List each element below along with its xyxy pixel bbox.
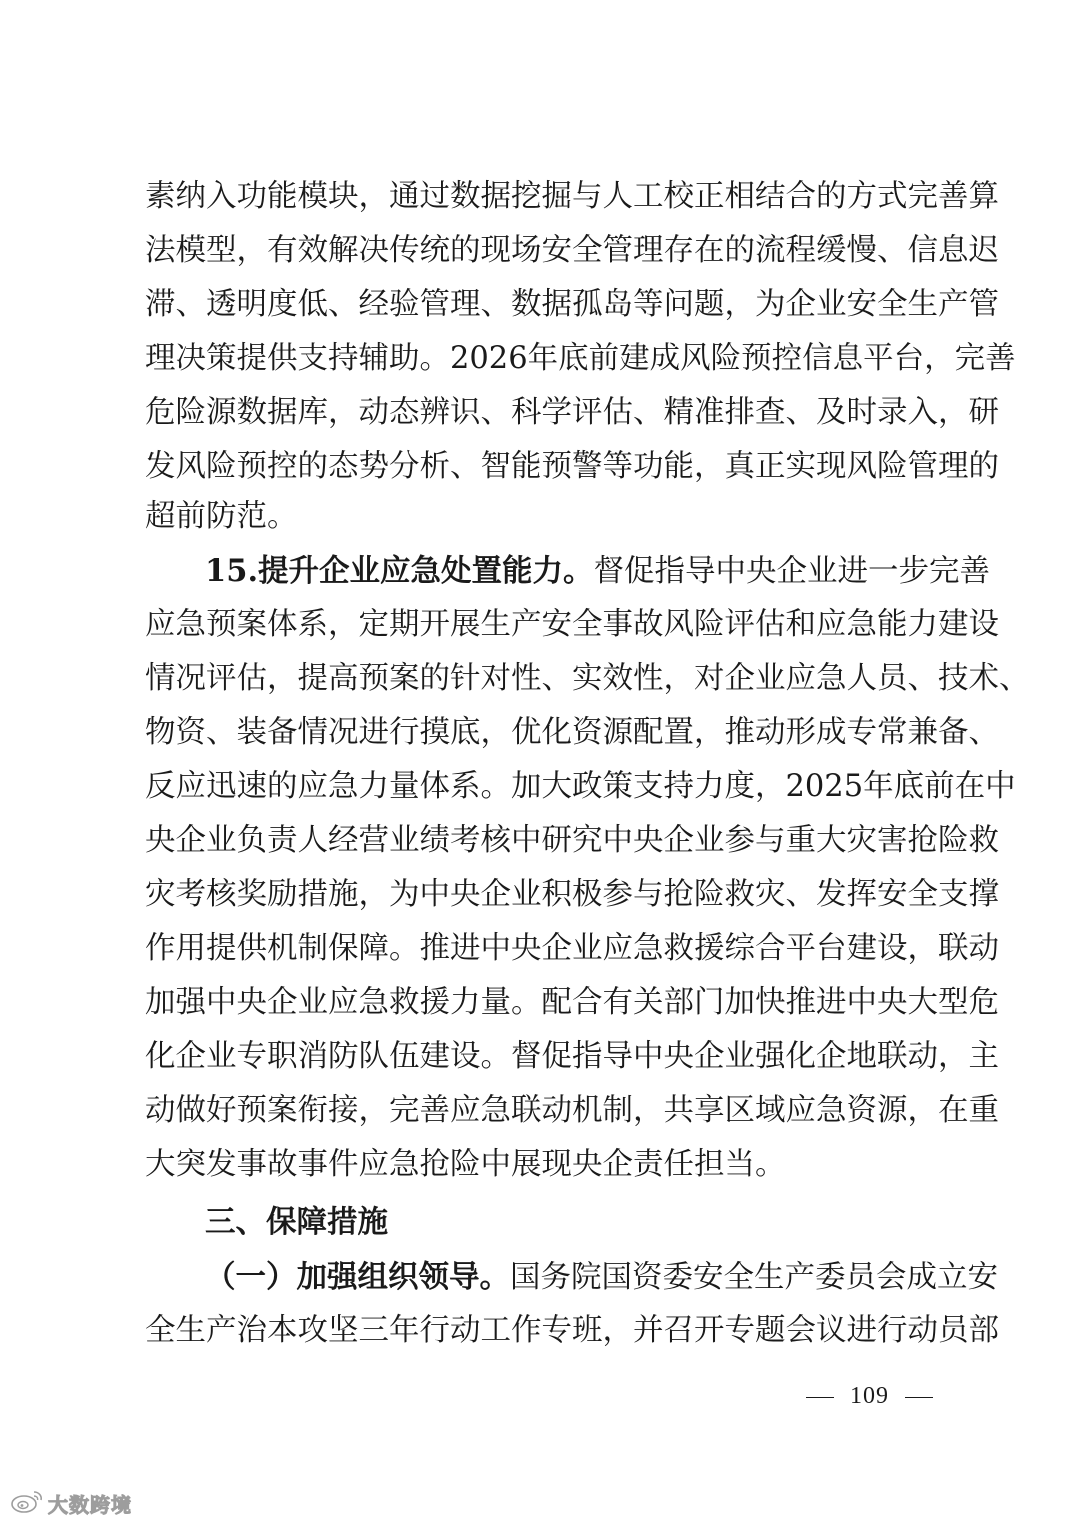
item-15-first-line-text: 督促指导中央企业进一步完善 [593,554,991,589]
section-heading: 三、保障措施 [205,1205,388,1240]
paragraph-line: 作用提供机制保障。推进中央企业应急救援综合平台建设，联动 [145,931,999,966]
paragraph-line: 滞、透明度低、经验管理、数据孤岛等问题，为企业安全生产管 [145,287,999,322]
item-15-title: 15.提升企业应急处置能力。 [205,553,594,589]
paragraph-line: 发风险预控的态势分析、智能预警等功能，真正实现风险管理的 [145,449,999,484]
page-number [790,1379,949,1413]
paragraph-line: 素纳入功能模块，通过数据挖掘与人工校正相结合的方式完善算 [145,179,999,214]
paragraph-line: 动做好预案衔接，完善应急联动机制，共享区域应急资源，在重 [145,1093,999,1128]
paragraph-line: 情况评估，提高预案的针对性、实效性，对企业应急人员、技术、 [145,661,1030,696]
paragraph-line: 灾考核奖励措施，为中央企业积极参与抢险救灾、发挥安全支撑 [145,877,999,912]
paragraph-line: 物资、装备情况进行摸底，优化资源配置，推动形成专常兼备、 [145,715,999,750]
watermark-text: 大数跨境 [48,1492,132,1517]
watermark [10,1488,132,1518]
item-1-first-line-text: 国务院国资委安全生产委员会成立安 [510,1260,998,1295]
paragraph-line: 央企业负责人经营业绩考核中研究中央企业参与重大灾害抢险救 [145,823,999,858]
item-15-first-line [205,551,991,592]
page-number-value: 109 [850,1383,889,1409]
paragraph-line: 加强中央企业应急救援力量。配合有关部门加快推进中央大型危 [145,985,999,1020]
paragraph-line: 危险源数据库，动态辨识、科学评估、精准排查、及时录入，研 [145,395,999,430]
paragraph-line: 反应迅速的应急力量体系。加大政策支持力度，2025年底前在中 [145,769,1016,804]
paragraph-line: 大突发事故事件应急抢险中展现央企责任担当。 [145,1147,786,1182]
paragraph-line: 理决策提供支持辅助。2026年底前建成风险预控信息平台，完善 [145,341,1016,376]
weibo-logo-icon [10,1488,44,1518]
dash-left [806,1397,834,1398]
paragraph-line: 法模型，有效解决传统的现场安全管理存在的流程缓慢、信息迟 [145,233,999,268]
paragraph-line: 化企业专职消防队伍建设。督促指导中央企业强化企地联动，主 [145,1039,999,1074]
item-1-first-line [205,1257,998,1298]
paragraph-line: 应急预案体系，定期开展生产安全事故风险评估和应急能力建设 [145,607,999,642]
paragraph-line: 全生产治本攻坚三年行动工作专班，并召开专题会议进行动员部 [145,1313,999,1348]
item-1-title: （一）加强组织领导。 [205,1259,510,1295]
dash-right [905,1397,933,1398]
paragraph-line: 超前防范。 [145,499,298,534]
